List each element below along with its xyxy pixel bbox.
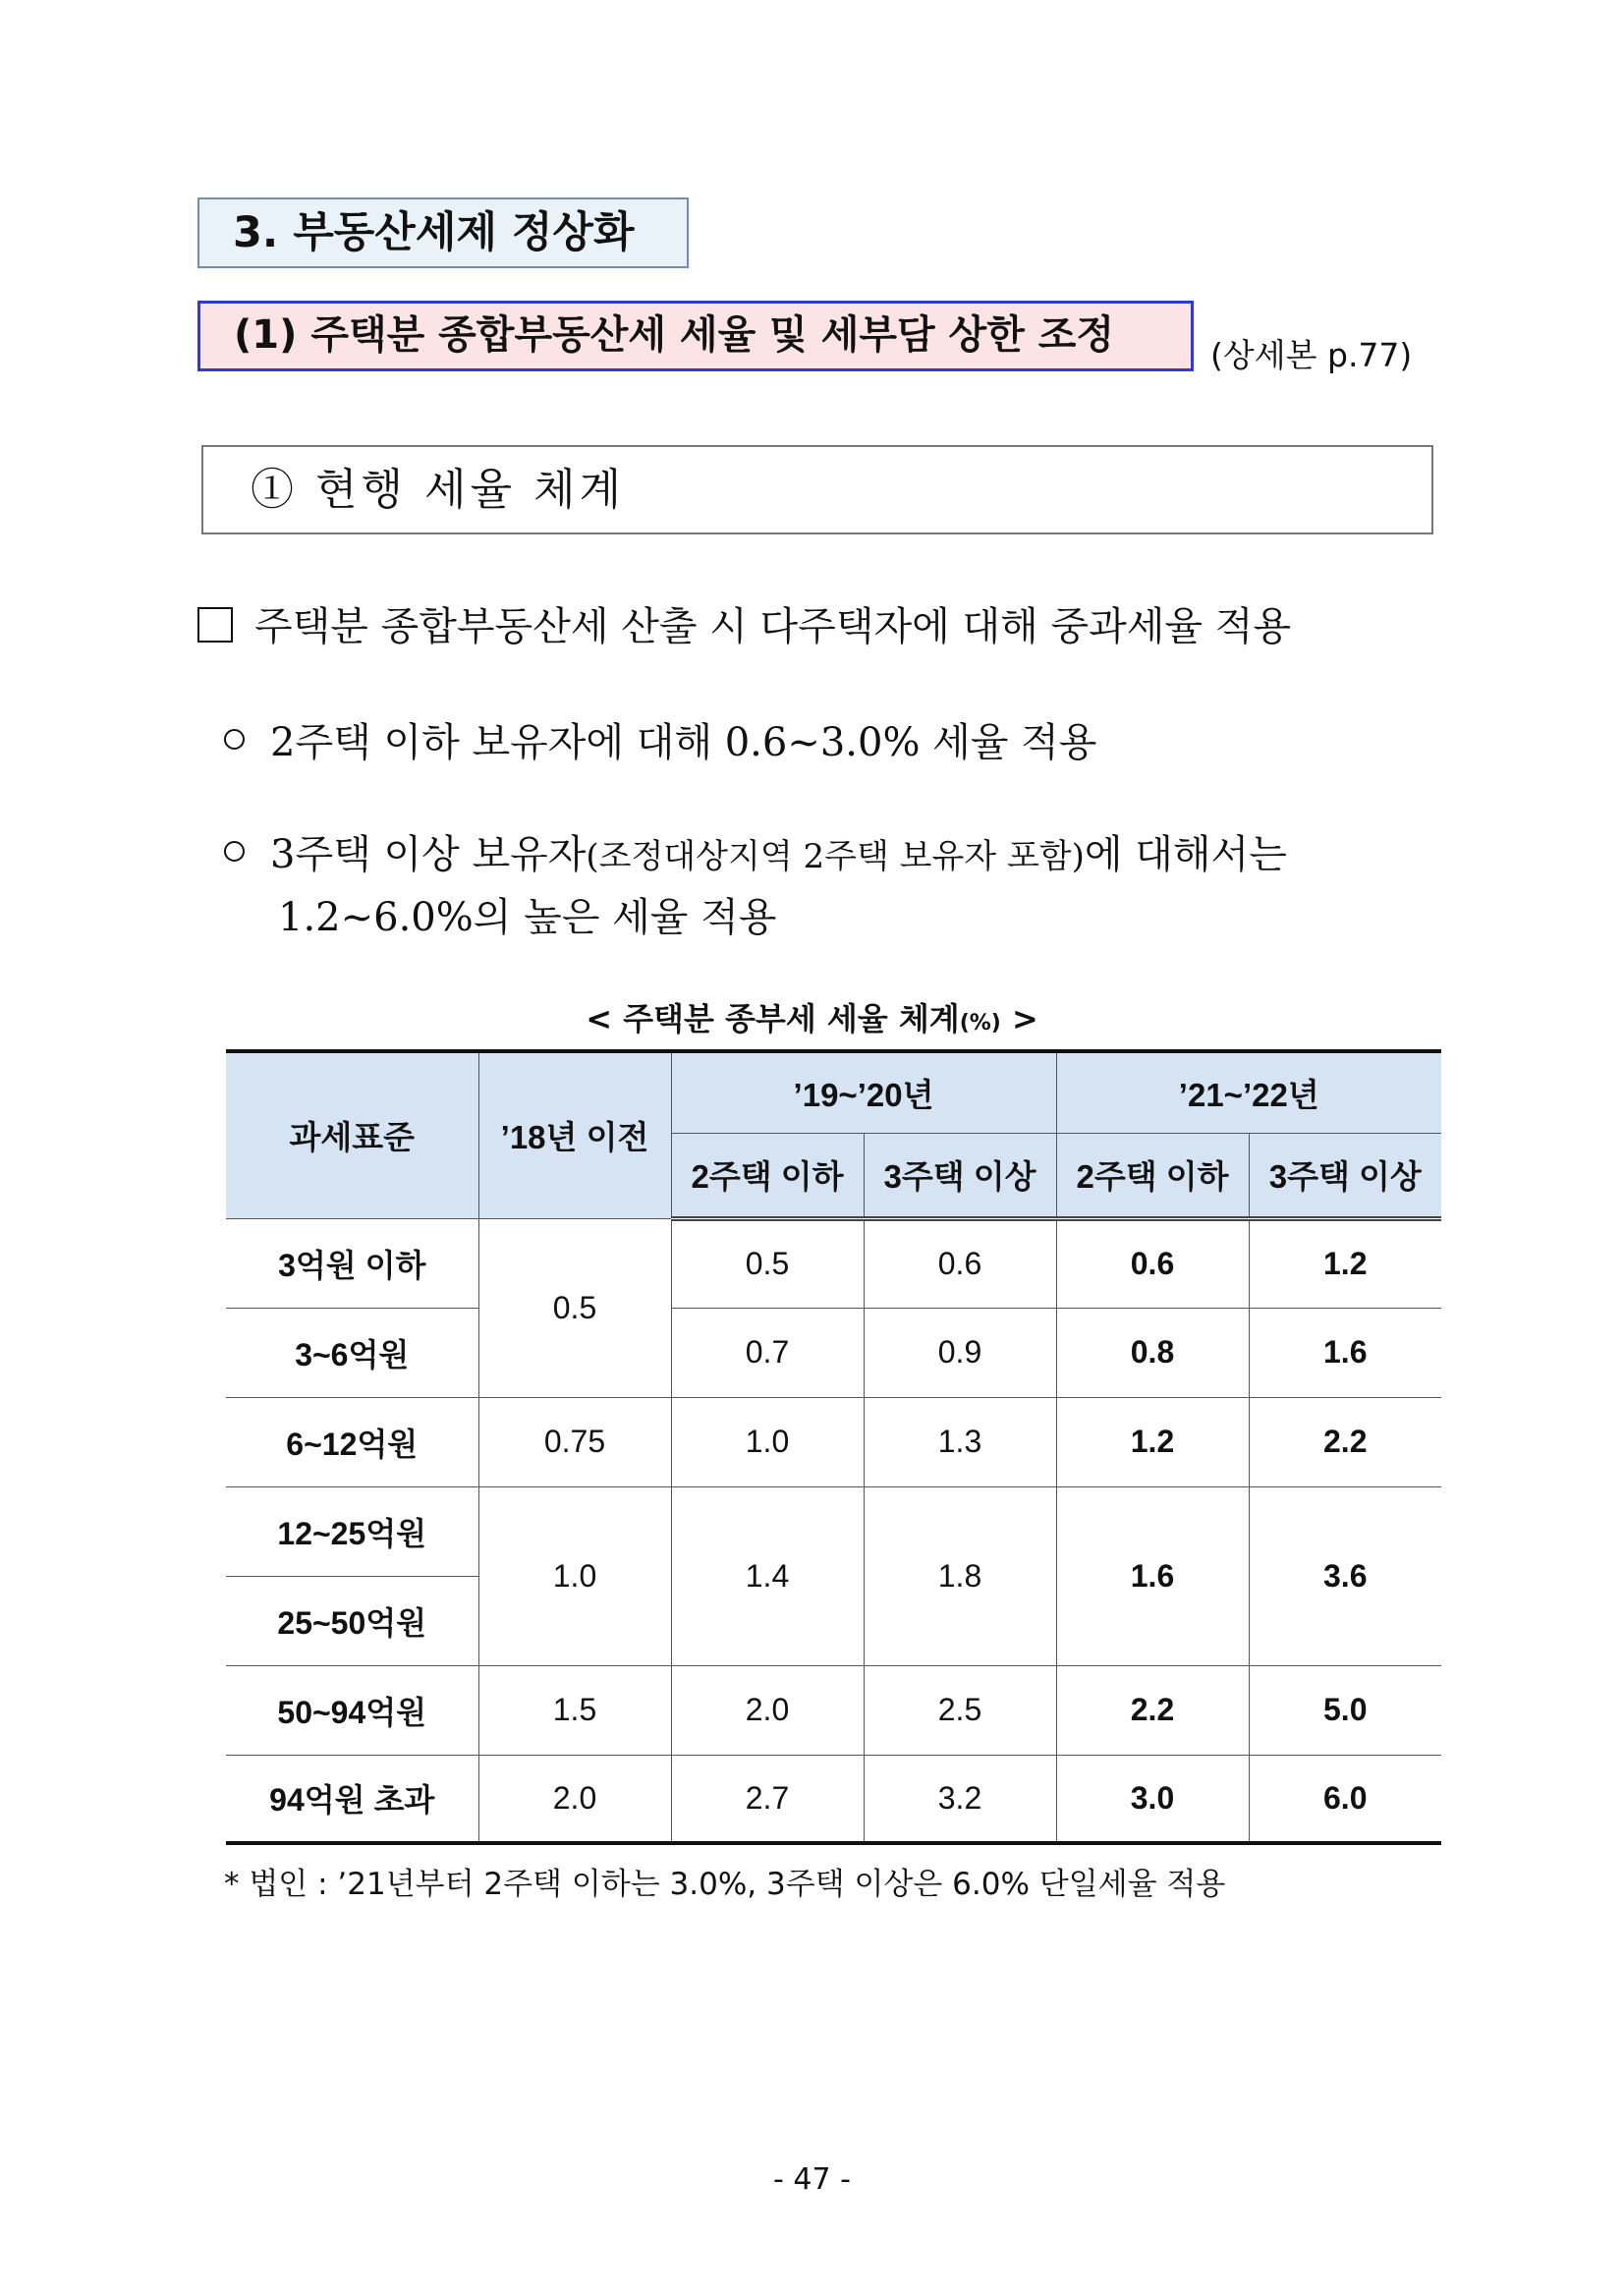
sub-bullet-2-paren: (조정대상지역 2주택 보유자 포함) (586, 837, 1085, 876)
table-row (226, 1308, 1441, 1397)
rate-2021-ge3: 3.6 (1249, 1486, 1441, 1665)
row-label: 50~94억원 (226, 1665, 478, 1755)
rate-2019-le2: 1.0 (671, 1397, 864, 1486)
row-label: 94억원 초과 (226, 1755, 478, 1843)
rate-2019-le2: 2.7 (671, 1755, 864, 1843)
rate-2019-ge3: 0.9 (864, 1308, 1056, 1397)
table-row (226, 1218, 1441, 1308)
rate-2021-ge3: 5.0 (1249, 1665, 1441, 1755)
table-row (226, 1665, 1441, 1755)
row-label: 12~25억원 (226, 1486, 478, 1576)
table-row (226, 1397, 1441, 1486)
header-tax-base: 과세표준 (226, 1051, 478, 1218)
section-title: 3. 부동산세제 정상화 (197, 197, 689, 268)
sub-bullet-2-text: 3주택 이상 보유자 (270, 832, 587, 877)
page-number: - 47 - (773, 2162, 851, 2197)
subsection-title: (1) 주택분 종합부동산세 세율 및 세부담 상한 조정 (197, 301, 1194, 371)
rate-2019-le2: 0.5 (671, 1218, 864, 1308)
rate-2021-le2: 3.0 (1056, 1755, 1249, 1843)
rate-2021-ge3: 1.6 (1249, 1308, 1441, 1397)
circle-bullet-icon (224, 841, 245, 862)
rate-2019-ge3: 3.2 (864, 1755, 1056, 1843)
table-row (226, 1486, 1441, 1576)
checkbox-square-icon (197, 607, 233, 643)
rate-pre2018: 1.0 (478, 1486, 671, 1665)
rate-2019-le2: 0.7 (671, 1308, 864, 1397)
sub-bullet-1-text: 2주택 이하 보유자에 대해 0.6~3.0% 세율 적용 (270, 720, 1097, 765)
row-label: 6~12억원 (226, 1397, 478, 1486)
circle-bullet-icon (224, 729, 245, 750)
rate-2019-ge3: 2.5 (864, 1665, 1056, 1755)
rate-2021-le2: 0.8 (1056, 1308, 1249, 1397)
footnote: * 법인 : ’21년부터 2주택 이하는 3.0%, 3주택 이상은 6.0% 단일세율 적용 (224, 1867, 1226, 1902)
rate-pre2018: 0.5 (478, 1218, 671, 1397)
sub-bullet-1 (224, 711, 1096, 767)
header-2019-2020: ’19~’20년 (671, 1051, 1056, 1133)
rate-2019-ge3: 1.3 (864, 1397, 1056, 1486)
row-label: 25~50억원 (226, 1576, 478, 1665)
table-caption-close: > (1000, 1000, 1038, 1037)
rate-pre2018: 0.75 (478, 1397, 671, 1486)
main-bullet (197, 595, 1291, 651)
rate-2021-le2: 1.2 (1056, 1397, 1249, 1486)
rate-2021-ge3: 2.2 (1249, 1397, 1441, 1486)
rate-2021-le2: 1.6 (1056, 1486, 1249, 1665)
table-caption-text: < 주택분 종부세 세율 체계 (586, 1000, 960, 1037)
header-2021-2022: ’21~’22년 (1056, 1051, 1441, 1133)
rate-2019-le2: 1.4 (671, 1486, 864, 1665)
row-label: 3억원 이하 (226, 1218, 478, 1308)
rate-2021-ge3: 1.2 (1249, 1218, 1441, 1308)
rate-pre2018: 2.0 (478, 1755, 671, 1843)
box-title: ① 현행 세율 체계 (201, 445, 1433, 534)
sub-bullet-2-text-end: 에 대해서는 (1084, 832, 1287, 877)
rate-2021-le2: 2.2 (1056, 1665, 1249, 1755)
rate-2021-le2: 0.6 (1056, 1218, 1249, 1308)
header-2019-ge3: 3주택 이상 (864, 1133, 1056, 1218)
main-bullet-text: 주택분 종합부동산세 산출 시 다주택자에 대해 중과세율 적용 (254, 604, 1292, 649)
rate-2019-ge3: 0.6 (864, 1218, 1056, 1308)
row-label: 3~6억원 (226, 1308, 478, 1397)
header-2021-ge3: 3주택 이상 (1249, 1133, 1441, 1218)
header-pre-2018: ’18년 이전 (478, 1051, 671, 1218)
rate-2019-le2: 2.0 (671, 1665, 864, 1755)
tax-rate-table (226, 1049, 1441, 1845)
rate-2019-ge3: 1.8 (864, 1486, 1056, 1665)
rate-2021-ge3: 6.0 (1249, 1755, 1441, 1843)
sub-bullet-2-line2: 1.2~6.0%의 높은 세율 적용 (278, 895, 777, 940)
header-2021-le2: 2주택 이하 (1056, 1133, 1249, 1218)
table-caption-unit: (%) (959, 1011, 1001, 1036)
sub-bullet-2 (224, 823, 1287, 879)
header-2019-le2: 2주택 이하 (671, 1133, 864, 1218)
table-caption (0, 994, 1624, 1039)
rate-pre2018: 1.5 (478, 1665, 671, 1755)
subsection-reference: (상세본 p.77) (1210, 336, 1413, 374)
table-row (226, 1755, 1441, 1843)
